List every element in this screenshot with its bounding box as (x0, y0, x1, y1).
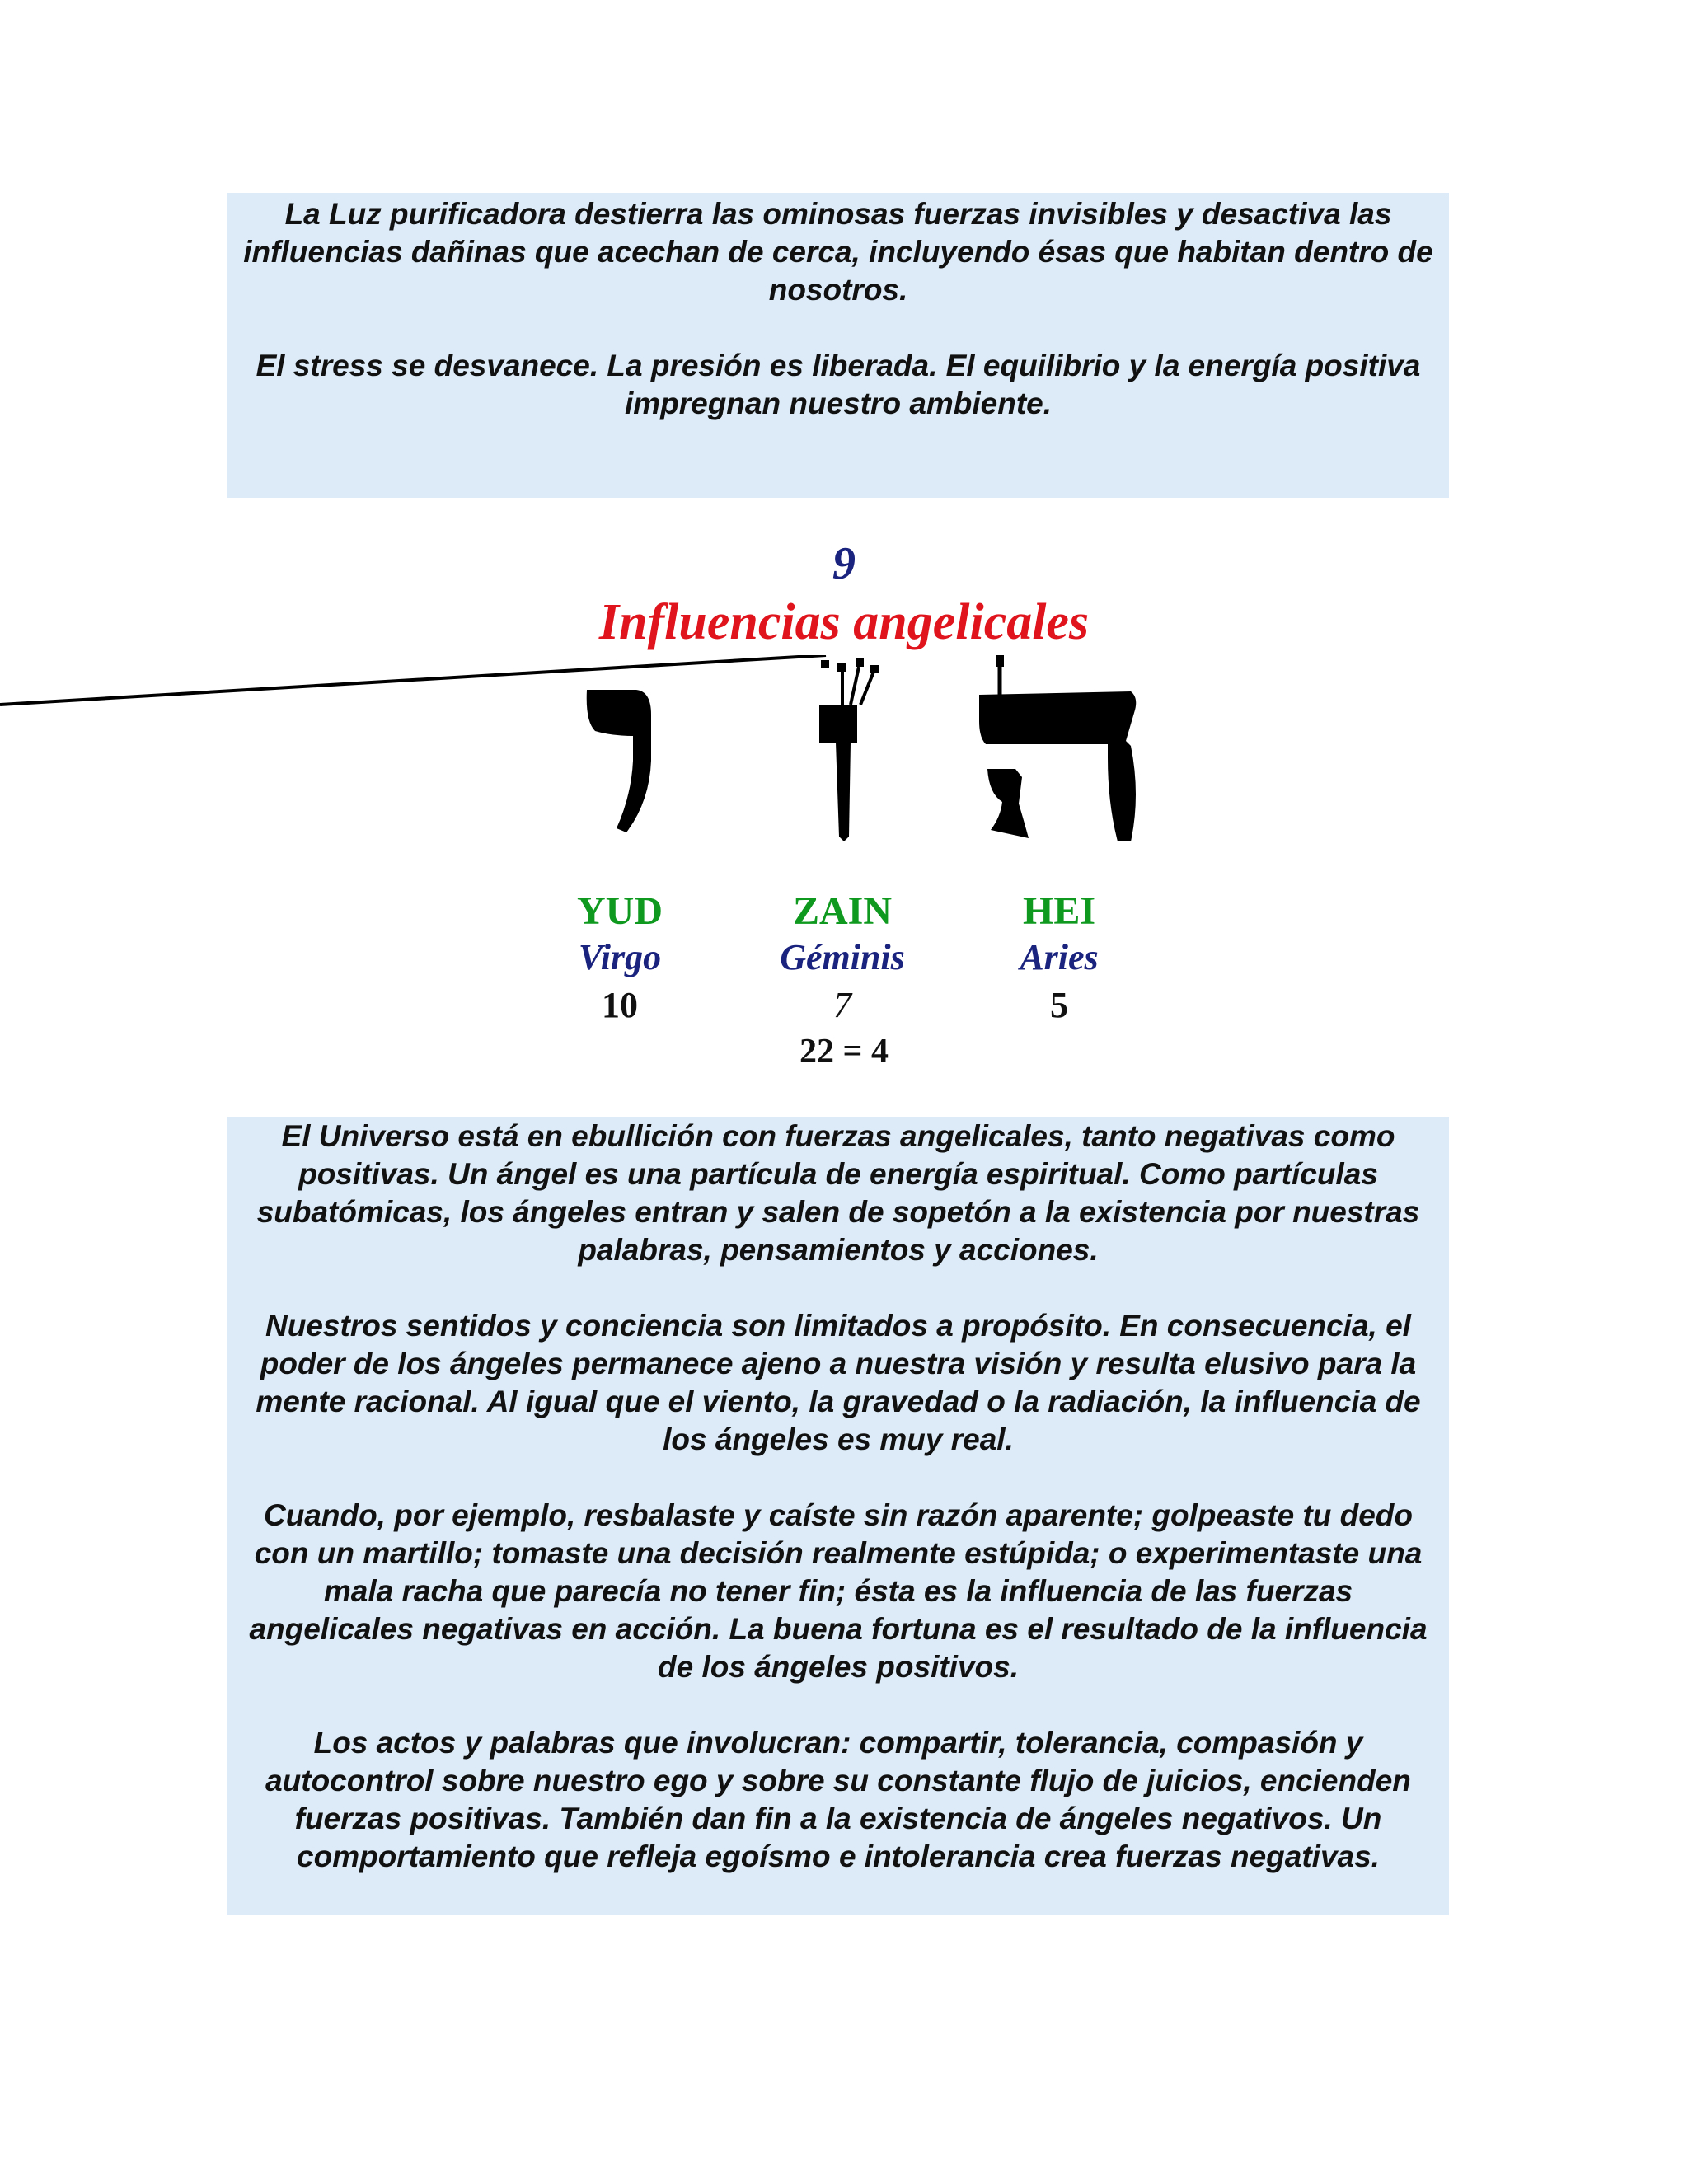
letter-name: ZAIN (792, 889, 893, 933)
explanation-text-box (227, 1117, 1449, 1915)
section-number: 9 (832, 538, 856, 589)
numeric-sum: 22 = 4 (799, 1033, 889, 1071)
explanation-paragraph-3: Cuando, por ejemplo, resbalaste y caíste sin razón aparente; golpeaste tu dedo con un martillo; tomaste una decisión realmente estúpida; o experimentaste una mala racha que parecía no tener fin; ésta es la influencia de las fuerzas angelicales negativas en acción. La buena fortuna es el resultado de la influencia de los ángeles positivos. (249, 1498, 1428, 1684)
hei-letter-glyph (979, 655, 1136, 841)
explanation-paragraph-2: Nuestros sentidos y conciencia son limitados a propósito. En consecuencia, el poder de los ángeles permanece ajeno a nuestra visión y resulta elusivo para la mente racional. Al igual que el viento, la gravedad o la radiación, la influencia de los ángeles es muy real. (256, 1309, 1421, 1456)
intro-paragraph-2: El stress se desvanece. La presión es liberada. El equilibrio y la energía positiva impregnan nuestro ambiente. (256, 349, 1421, 420)
explanation-paragraph-1: El Universo está en ebullición con fuerzas angelicales, tanto negativas como positivas. Un ángel es una partícula de energía espiritual. Como partículas subatómicas, los ángeles entran y salen de sopetón a la existencia por nuestras palabras, pensamientos y acciones. (256, 1119, 1420, 1267)
intro-paragraph-1: La Luz purificadora destierra las ominosas fuerzas invisibles y desactiva las influencias dañinas que acechan de cerca, incluyendo ésas que habitan dentro de nosotros. (243, 197, 1433, 307)
letter-value: 10 (602, 985, 638, 1025)
zodiac-sign: Géminis (780, 937, 905, 977)
hebrew-letters-illustration (0, 655, 1688, 853)
zodiac-sign: Aries (1020, 937, 1099, 977)
zodiac-sign: Virgo (578, 937, 662, 977)
letter-column-zain (719, 888, 966, 1030)
letter-name: HEI (1022, 889, 1096, 933)
letter-column-hei (935, 888, 1183, 1030)
zain-letter-glyph (0, 655, 879, 841)
yud-letter-glyph (587, 690, 651, 832)
letter-column-yud (496, 888, 743, 1030)
letter-value: 5 (1050, 985, 1068, 1025)
section-title: Influencias angelicales (598, 594, 1090, 650)
letter-name: YUD (577, 889, 663, 933)
explanation-paragraph-4: Los actos y palabras que involucran: compartir, tolerancia, compasión y autocontrol sobre nuestro ego y sobre su constante flujo de juicios, encienden fuerzas positivas. También dan fin a la existencia de ángeles negativos. Un comportamiento que refleja egoísmo e intolerancia crea fuerzas negativas. (265, 1726, 1411, 1873)
intro-text-box (227, 193, 1449, 498)
letter-value: 7 (833, 985, 851, 1025)
